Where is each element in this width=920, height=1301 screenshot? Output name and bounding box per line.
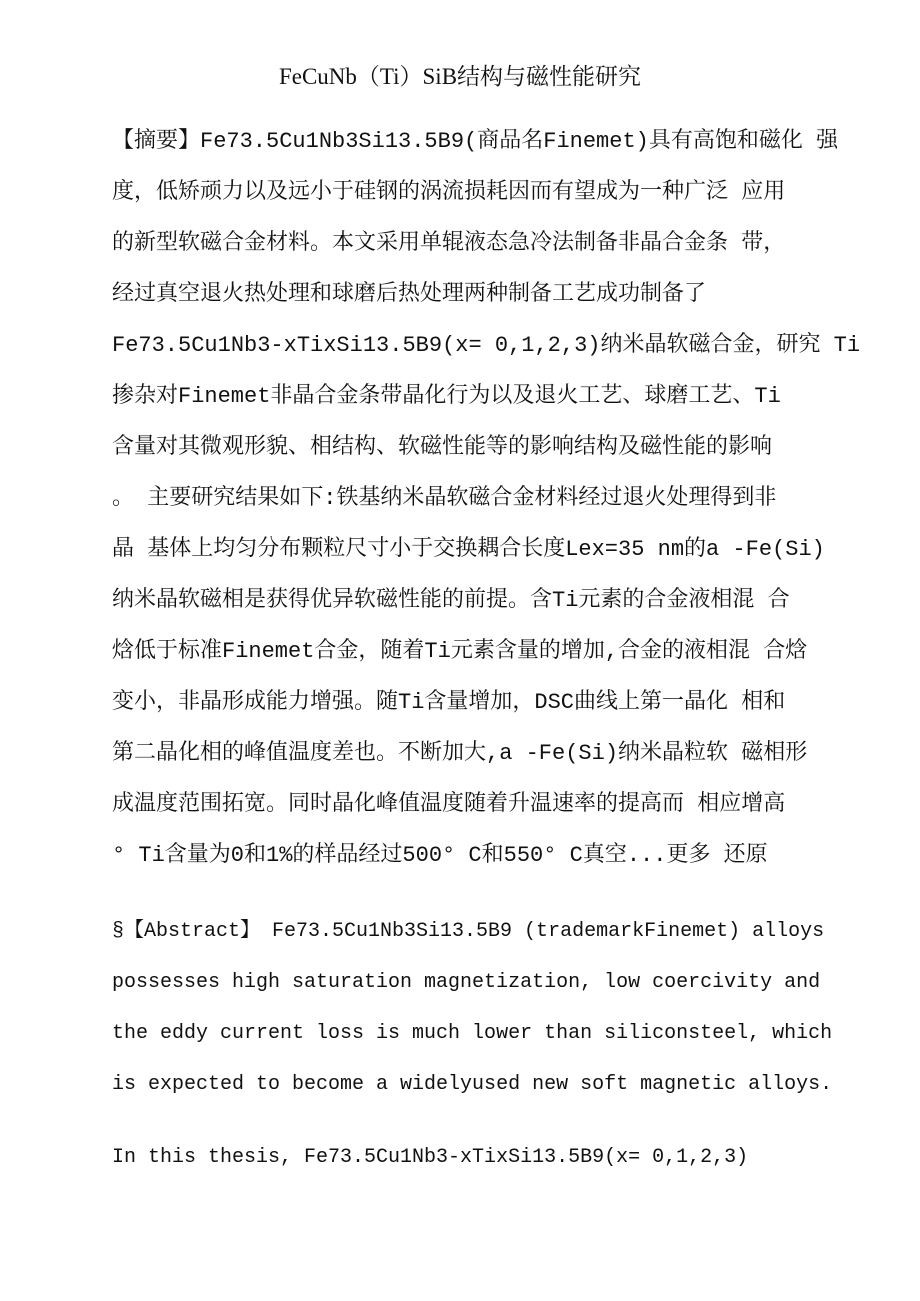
abstract-cn-line: Fe73.5Cu1Nb3-xTixSi13.5B9(x= 0,1,2,3)纳米晶软磁合金，研究 Ti bbox=[112, 333, 861, 358]
abstract-cn-line: 焓低于标准Finemet合金，随着Ti元素含量的增加,合金的液相混 合焓 bbox=[112, 639, 808, 664]
abstract-cn-line: 成温度范围拓宽。同时晶化峰值温度随着升温速率的提高而 相应增高 bbox=[112, 792, 786, 817]
abstract-en-line: §【Abstract】 Fe73.5Cu1Nb3Si13.5B9 (trademarkFinemet) alloys bbox=[112, 920, 825, 943]
abstract-cn-line: 纳米晶软磁相是获得优异软磁性能的前提。含Ti元素的合金液相混 合 bbox=[112, 588, 790, 613]
abstract-cn-line: ° Ti含量为0和1%的样品经过500° C和550° C真空...更多 还原 bbox=[112, 843, 768, 868]
abstract-cn-line: 度，低矫顽力以及远小于硅钢的涡流损耗因而有望成为一种广泛 应用 bbox=[112, 180, 786, 205]
thesis-line: In this thesis, Fe73.5Cu1Nb3-xTixSi13.5B9(x= 0,1,2,3) bbox=[112, 1146, 749, 1169]
abstract-cn-line: 【摘要】Fe73.5Cu1Nb3Si13.5B9(商品名Finemet)具有高饱和磁化 强 bbox=[112, 129, 839, 154]
abstract-en-line: possesses high saturation magnetization, low coercivity and bbox=[112, 971, 821, 994]
abstract-en-line: the eddy current loss is much lower than siliconsteel, which bbox=[112, 1022, 833, 1045]
abstract-cn-line: 晶 基体上均匀分布颗粒尺寸小于交换耦合长度Lex=35 nm的a -Fe(Si) bbox=[112, 537, 825, 562]
abstract-cn-line: 含量对其微观形貌、相结构、软磁性能等的影响结构及磁性能的影响 bbox=[112, 435, 773, 460]
abstract-cn-line: 掺杂对Finemet非晶合金条带晶化行为以及退火工艺、球磨工艺、Ti bbox=[112, 384, 781, 409]
abstract-cn-line: 第二晶化相的峰值温度差也。不断加大,a -Fe(Si)纳米晶粒软 磁相形 bbox=[112, 741, 808, 766]
abstract-cn-line: 变小，非晶形成能力增强。随Ti含量增加，DSC曲线上第一晶化 相和 bbox=[112, 690, 786, 715]
abstract-cn-line: 经过真空退火热处理和球磨后热处理两种制备工艺成功制备了 bbox=[112, 282, 707, 307]
abstract-cn-line: 。 主要研究结果如下:铁基纳米晶软磁合金材料经过退火处理得到非 bbox=[112, 486, 777, 511]
abstract-cn-line: 的新型软磁合金材料。本文采用单辊液态急冷法制备非晶合金条 带， bbox=[112, 231, 786, 256]
abstract-en-line: is expected to become a widelyused new soft magnetic alloys. bbox=[112, 1073, 833, 1096]
document-title: FeCuNb（Ti）SiB结构与磁性能研究 bbox=[278, 64, 642, 89]
